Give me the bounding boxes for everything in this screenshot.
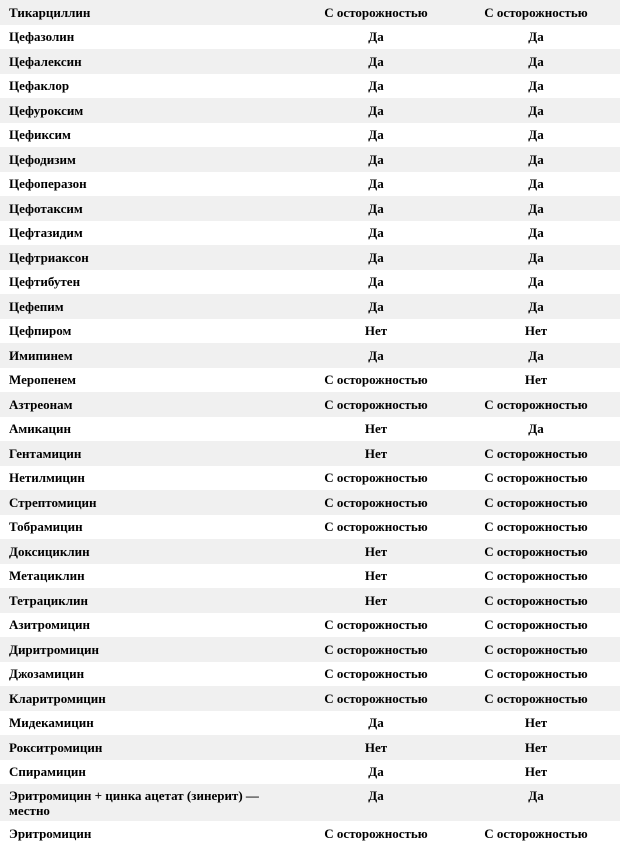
- table-row: [0, 392, 620, 417]
- table-row: [0, 74, 620, 99]
- drug-name-cell: Цефотаксим: [9, 200, 83, 216]
- table-row: [0, 147, 620, 172]
- drug-name-cell: Доксициклин: [9, 543, 90, 559]
- value-cell-col2: Да: [368, 127, 384, 143]
- table-row: [0, 294, 620, 319]
- value-cell-col3: Да: [528, 347, 544, 363]
- drug-name-cell: Цефиксим: [9, 127, 71, 143]
- drug-name-cell: Цефодизим: [9, 151, 76, 167]
- table-row: [0, 821, 620, 846]
- value-cell-col3: Да: [528, 200, 544, 216]
- value-cell-col2: С осторожностью: [324, 690, 428, 706]
- table-row: [0, 760, 620, 785]
- drug-name-cell: Цефаклор: [9, 78, 70, 94]
- value-cell-col2: С осторожностью: [324, 470, 428, 486]
- value-cell-col3: С осторожностью: [484, 825, 588, 841]
- value-cell-col3: Да: [528, 102, 544, 118]
- value-cell-col3: С осторожностью: [484, 470, 588, 486]
- table-row: [0, 539, 620, 564]
- value-cell-col2: Да: [368, 788, 384, 803]
- value-cell-col3: С осторожностью: [484, 519, 588, 535]
- value-cell-col3: Да: [528, 274, 544, 290]
- drug-name-cell: Цефпиром: [9, 323, 72, 339]
- value-cell-col3: С осторожностью: [484, 568, 588, 584]
- value-cell-col2: Да: [368, 53, 384, 69]
- value-cell-col3: С осторожностью: [484, 641, 588, 657]
- table-row: [0, 613, 620, 638]
- drug-name-cell: Цефоперазон: [9, 176, 87, 192]
- drug-name-cell: Азитромицин: [9, 617, 90, 633]
- drug-name-cell: Цефтибутен: [9, 274, 81, 290]
- value-cell-col3: Да: [528, 53, 544, 69]
- drug-name-cell: Стрептомицин: [9, 494, 97, 510]
- table-row: [0, 25, 620, 50]
- value-cell-col2: Да: [368, 274, 384, 290]
- value-cell-col2: Да: [368, 102, 384, 118]
- value-cell-col3: С осторожностью: [484, 690, 588, 706]
- value-cell-col2: Нет: [364, 323, 388, 339]
- value-cell-col3: Да: [528, 249, 544, 265]
- drug-name-cell: Кларитромицин: [9, 690, 106, 706]
- value-cell-col3: С осторожностью: [484, 666, 588, 682]
- table-row: [0, 711, 620, 736]
- table-row: [0, 368, 620, 393]
- table-row: [0, 564, 620, 589]
- value-cell-col2: Да: [368, 764, 384, 780]
- value-cell-col2: Нет: [364, 568, 388, 584]
- table-row: [0, 466, 620, 491]
- drug-name-cell: Азтреонам: [9, 396, 73, 412]
- drug-name-cell: Диритромицин: [9, 641, 99, 657]
- value-cell-col2: С осторожностью: [324, 617, 428, 633]
- table-row: [0, 441, 620, 466]
- drug-name-cell: Имипинем: [9, 347, 73, 363]
- value-cell-col3: Да: [528, 788, 544, 803]
- table-row: [0, 172, 620, 197]
- value-cell-col3: С осторожностью: [484, 396, 588, 412]
- value-cell-col2: Да: [368, 225, 384, 241]
- value-cell-col3: С осторожностью: [484, 4, 588, 20]
- table-row: [0, 662, 620, 687]
- table-row: [0, 98, 620, 123]
- table-row: [0, 588, 620, 613]
- table-row: [0, 123, 620, 148]
- value-cell-col2: Да: [368, 249, 384, 265]
- value-cell-col2: Да: [368, 200, 384, 216]
- table-row: [0, 319, 620, 344]
- table-row: [0, 515, 620, 540]
- value-cell-col2: Да: [368, 78, 384, 94]
- drug-name-cell: Амикацин: [9, 421, 71, 437]
- value-cell-col3: Нет: [524, 739, 548, 755]
- value-cell-col2: С осторожностью: [324, 372, 428, 388]
- value-cell-col2: С осторожностью: [324, 4, 428, 20]
- table-row: [0, 270, 620, 295]
- value-cell-col3: Да: [528, 176, 544, 192]
- value-cell-col3: Нет: [524, 323, 548, 339]
- value-cell-col2: Да: [368, 151, 384, 167]
- value-cell-col3: Нет: [524, 764, 548, 780]
- table-row: [0, 221, 620, 246]
- value-cell-col2: Нет: [364, 543, 388, 559]
- value-cell-col3: Да: [528, 151, 544, 167]
- value-cell-col2: С осторожностью: [324, 825, 428, 841]
- value-cell-col2: С осторожностью: [324, 519, 428, 535]
- value-cell-col3: С осторожностью: [484, 494, 588, 510]
- drug-name-cell: Гентамицин: [9, 445, 82, 461]
- value-cell-col2: Да: [368, 347, 384, 363]
- table-row: [0, 343, 620, 368]
- value-cell-col2: Нет: [364, 445, 388, 461]
- value-cell-col3: С осторожностью: [484, 543, 588, 559]
- table-row: [0, 686, 620, 711]
- value-cell-col3: С осторожностью: [484, 592, 588, 608]
- value-cell-col3: Да: [528, 29, 544, 45]
- table-row: [0, 784, 620, 821]
- value-cell-col2: Да: [368, 298, 384, 314]
- table-row: [0, 0, 620, 25]
- drug-name-cell: Цефепим: [9, 298, 64, 314]
- table-row: [0, 637, 620, 662]
- value-cell-col3: Да: [528, 78, 544, 94]
- value-cell-col2: Нет: [364, 739, 388, 755]
- value-cell-col2: С осторожностью: [324, 641, 428, 657]
- value-cell-col3: Нет: [524, 715, 548, 731]
- value-cell-col2: Нет: [364, 592, 388, 608]
- value-cell-col2: Да: [368, 715, 384, 731]
- value-cell-col3: Нет: [524, 372, 548, 388]
- value-cell-col3: С осторожностью: [484, 617, 588, 633]
- table-row: [0, 245, 620, 270]
- drug-name-cell: Нетилмицин: [9, 470, 85, 486]
- drug-name-cell: Цефтазидим: [9, 225, 83, 241]
- table-row: [0, 417, 620, 442]
- value-cell-col2: Нет: [364, 421, 388, 437]
- drug-name-cell: Цефалексин: [9, 53, 82, 69]
- drug-name-cell: Цефтриаксон: [9, 249, 89, 265]
- drug-name-cell: Цефуроксим: [9, 102, 84, 118]
- value-cell-col2: Да: [368, 29, 384, 45]
- drug-name-cell: Метациклин: [9, 568, 85, 584]
- drug-name-cell: Джозамицин: [9, 666, 85, 682]
- value-cell-col2: С осторожностью: [324, 494, 428, 510]
- table-row: [0, 490, 620, 515]
- value-cell-col2: С осторожностью: [324, 396, 428, 412]
- drug-name-cell: Меропенем: [9, 372, 76, 388]
- drug-name-cell: Тетрациклин: [9, 592, 88, 608]
- table-row: [0, 735, 620, 760]
- table-row: [0, 49, 620, 74]
- drug-name-cell: Мидекамицин: [9, 715, 94, 731]
- drug-name-cell: Эритромицин: [9, 825, 92, 841]
- value-cell-col3: Да: [528, 421, 544, 437]
- drug-name-cell: Спирамицин: [9, 764, 86, 780]
- value-cell-col2: С осторожностью: [324, 666, 428, 682]
- value-cell-col3: Да: [528, 298, 544, 314]
- value-cell-col3: Да: [528, 225, 544, 241]
- table-row: [0, 196, 620, 221]
- value-cell-col3: Да: [528, 127, 544, 143]
- value-cell-col2: Да: [368, 176, 384, 192]
- drug-name-cell: Рокситромицин: [9, 739, 103, 755]
- drug-name-cell: Эритромицин + цинка ацетат (зинерит) — местно: [9, 787, 259, 818]
- drug-name-cell: Цефазолин: [9, 29, 75, 45]
- drug-name-cell: Тобрамицин: [9, 519, 83, 535]
- value-cell-col3: С осторожностью: [484, 445, 588, 461]
- drug-name-cell: Тикарциллин: [9, 4, 91, 20]
